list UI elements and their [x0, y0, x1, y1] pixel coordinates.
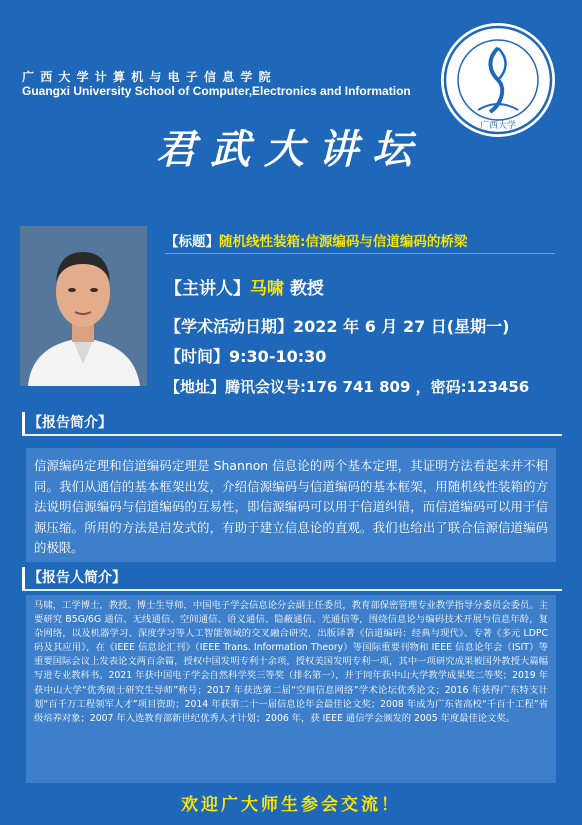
welcome-text: 欢迎广大师生参会交流！	[181, 795, 401, 815]
topic-line	[165, 230, 467, 250]
time-line	[165, 344, 326, 367]
speaker-photo	[20, 226, 147, 386]
address-line	[165, 376, 529, 397]
topic-value: 随机线性装箱:信源编码与信道编码的桥梁	[219, 234, 468, 250]
bio-divider	[22, 589, 562, 591]
address-label: 【地址】	[165, 378, 226, 396]
speaker-label: 【主讲人】	[165, 279, 250, 299]
abstract-divider	[22, 434, 562, 436]
time-value: 9:30-10:30	[229, 347, 327, 366]
speaker-title: 教授	[284, 279, 324, 299]
forum-title: 君武大讲坛	[156, 126, 426, 173]
date-label: 【学术活动日期】	[165, 317, 294, 336]
date-value: 2022 年 6 月 27 日(星期一)	[293, 317, 510, 336]
topic-divider	[165, 253, 555, 254]
bio-heading: 【报告人简介】	[28, 567, 124, 589]
time-label: 【时间】	[165, 347, 230, 366]
abstract-heading: 【报告简介】	[28, 412, 124, 434]
topic-label: 【标题】	[165, 234, 219, 250]
svg-text:广西大学: 广西大学	[479, 121, 517, 131]
school-name-cn: 广西大学计算机与电子信息学院	[22, 70, 277, 84]
date-line	[165, 314, 509, 337]
address-value: 腾讯会议号:176 741 809 ，密码:123456	[225, 378, 530, 396]
school-name-en: Guangxi University School of Computer,Electronics and Information	[22, 84, 411, 98]
abstract-text: 信源编码定理和信道编码定理是 Shannon 信息论的两个基本定理，其证明方法看起来并不相同。我们从通信的基本框架出发，介绍信源编码与信道编码的基本框架，用随机线性装箱的方法说明信源编码与信道编码的互易性，即信源编码可以用于信道纠错，而信道编码可以用于信源压缩。所用的方法是启发式的，有助于建立信息论的直观。我们也给出了联合信源信道编码的极限。	[26, 448, 556, 562]
bio-text: 马啸，工学博士，教授、博士生导师，中国电子学会信息论分会副主任委员，教育部保密管理专业教学指导分委员会委员。主要研究 B5G/6G 通信、无线通信、空间通信、语义通信、隐蔽通信、光通信等，围绕信息论与编码技术开展与信息年龄，复杂网络，以及机器学习、深度学习等人工智能领域的交叉融合研究，出版译著《信道编码：经典与现代》、专著《多元 LDPC 码及其应用》，在《IEEE 信息论汇刊》（IEEE Trans. Information Theory）等国际重要刊物和 IEEE 信息论年会（ISIT）等重要国际会议上发表论文两百余篇，授权中国发明专利十余项，授权美国发明专利一项，其中一项研究成果被国外教授大篇幅写进专业教科书。2021 年获中国电子学会自然科学奖三等奖（排名第一），并于同年获中山大学教学成果奖二等奖；2019 年获中山大学“优秀硕士研究生导师”称号；2017 年获选第二届“空间信息网络”学术论坛优秀论文；2016 年获得广东特支计划“百千万工程领军人才”项目资助；2014 年获第二十一届信息论年会最佳论文奖；2008 年成为广东省高校“千百十工程”省级培养对象；2007 年入选教育部新世纪优秀人才计划；2006 年，获 IEEE 通信学会颁发的 2005 年度最佳论文奖。	[26, 595, 556, 783]
speaker-name: 马啸	[250, 279, 284, 299]
speaker-line	[165, 274, 324, 299]
